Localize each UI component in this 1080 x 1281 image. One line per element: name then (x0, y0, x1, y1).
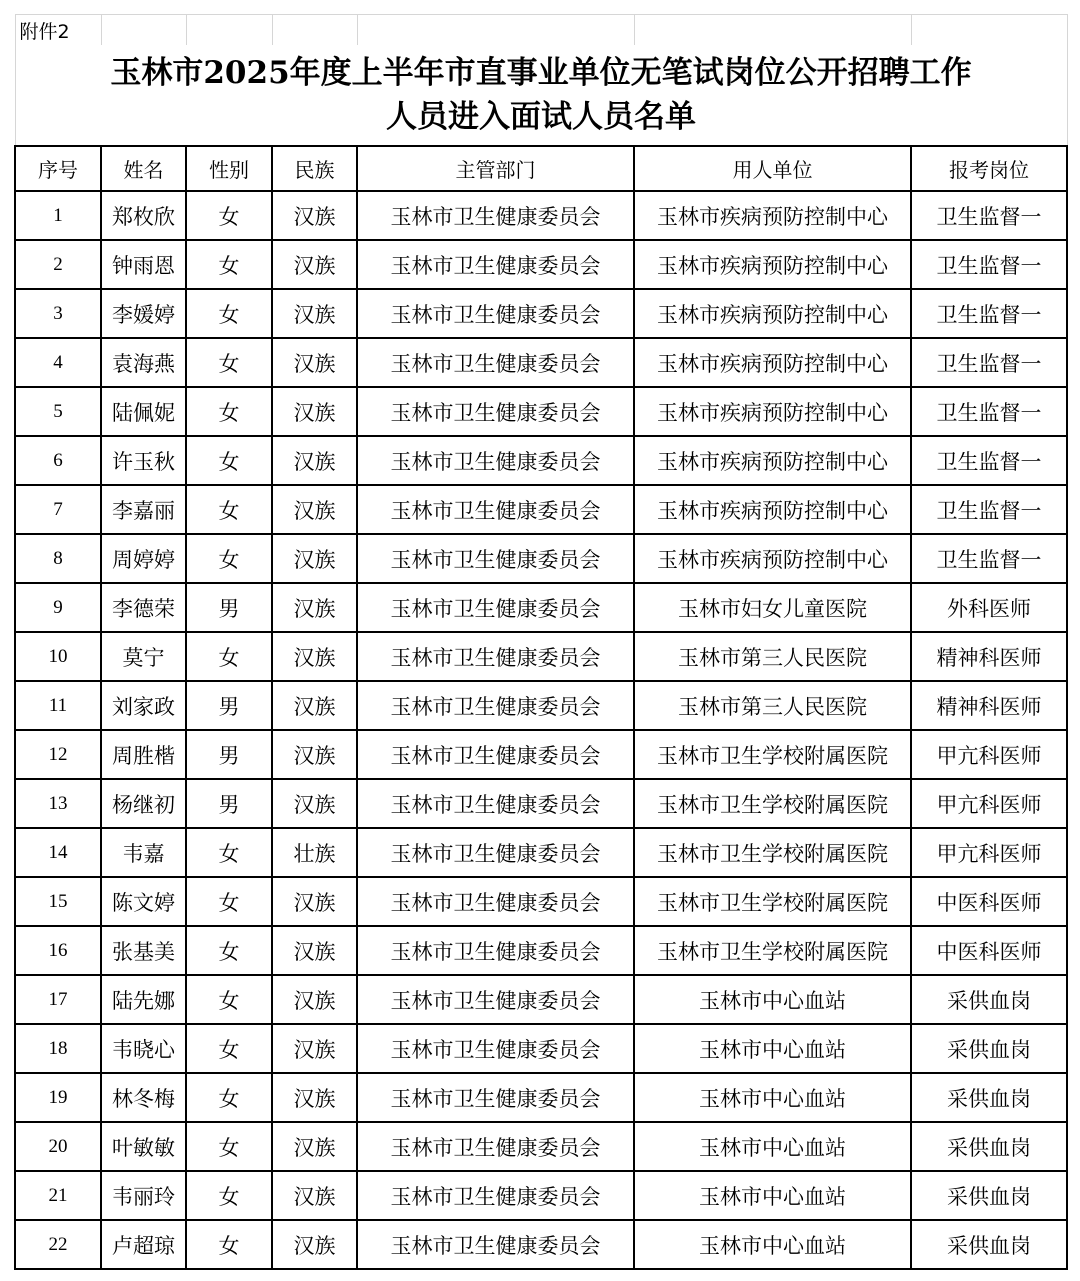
cell-unit: 玉林市卫生学校附属医院 (634, 926, 911, 975)
cell-no: 17 (15, 975, 101, 1024)
cell-post: 卫生监督一 (911, 338, 1067, 387)
cell-gender: 男 (186, 730, 272, 779)
cell-post: 采供血岗 (911, 1171, 1067, 1220)
cell-ethnicity: 汉族 (272, 289, 357, 338)
cell-no: 3 (15, 289, 101, 338)
column-header-name: 姓名 (101, 146, 186, 191)
cell-post: 甲亢科医师 (911, 828, 1067, 877)
cell-ethnicity: 汉族 (272, 632, 357, 681)
cell-ethnicity: 汉族 (272, 485, 357, 534)
cell-ethnicity: 汉族 (272, 926, 357, 975)
cell-name: 韦丽玲 (101, 1171, 186, 1220)
table-row (15, 240, 1067, 289)
table-row (15, 828, 1067, 877)
cell-name: 袁海燕 (101, 338, 186, 387)
cell-name: 杨继初 (101, 779, 186, 828)
cell-ethnicity: 汉族 (272, 975, 357, 1024)
cell-gender: 女 (186, 1024, 272, 1073)
cell-ethnicity: 壮族 (272, 828, 357, 877)
cell-unit: 玉林市中心血站 (634, 1220, 911, 1269)
cell-gender: 女 (186, 877, 272, 926)
empty-cell (634, 15, 911, 46)
cell-dept: 玉林市卫生健康委员会 (357, 1122, 634, 1171)
table-row (15, 485, 1067, 534)
cell-unit: 玉林市疾病预防控制中心 (634, 240, 911, 289)
cell-post: 中医科医师 (911, 926, 1067, 975)
attachment-label: 附件2 (15, 15, 101, 46)
cell-no: 7 (15, 485, 101, 534)
empty-cell (101, 15, 186, 46)
column-header-dept: 主管部门 (357, 146, 634, 191)
empty-cell (272, 15, 357, 46)
cell-name: 李德荣 (101, 583, 186, 632)
cell-unit: 玉林市中心血站 (634, 1024, 911, 1073)
cell-name: 叶敏敏 (101, 1122, 186, 1171)
cell-dept: 玉林市卫生健康委员会 (357, 289, 634, 338)
cell-gender: 女 (186, 926, 272, 975)
cell-dept: 玉林市卫生健康委员会 (357, 485, 634, 534)
cell-ethnicity: 汉族 (272, 681, 357, 730)
cell-no: 10 (15, 632, 101, 681)
cell-post: 卫生监督一 (911, 534, 1067, 583)
cell-name: 林冬梅 (101, 1073, 186, 1122)
cell-ethnicity: 汉族 (272, 240, 357, 289)
table-row (15, 1171, 1067, 1220)
table-row (15, 289, 1067, 338)
header-row (15, 146, 1067, 191)
cell-dept: 玉林市卫生健康委员会 (357, 730, 634, 779)
cell-unit: 玉林市中心血站 (634, 1073, 911, 1122)
empty-cell (357, 15, 634, 46)
cell-name: 张基美 (101, 926, 186, 975)
cell-ethnicity: 汉族 (272, 191, 357, 240)
cell-dept: 玉林市卫生健康委员会 (357, 632, 634, 681)
table-row (15, 1024, 1067, 1073)
document-title (15, 45, 1067, 146)
cell-name: 韦嘉 (101, 828, 186, 877)
cell-no: 1 (15, 191, 101, 240)
cell-ethnicity: 汉族 (272, 1073, 357, 1122)
cell-no: 19 (15, 1073, 101, 1122)
table-row (15, 926, 1067, 975)
table-row (15, 338, 1067, 387)
cell-gender: 女 (186, 191, 272, 240)
cell-name: 郑枚欣 (101, 191, 186, 240)
table-row (15, 1220, 1067, 1269)
cell-gender: 女 (186, 387, 272, 436)
cell-no: 8 (15, 534, 101, 583)
cell-name: 周胜楷 (101, 730, 186, 779)
column-header-post: 报考岗位 (911, 146, 1067, 191)
cell-gender: 男 (186, 779, 272, 828)
cell-no: 4 (15, 338, 101, 387)
table-row (15, 632, 1067, 681)
table-row (15, 1073, 1067, 1122)
cell-post: 卫生监督一 (911, 289, 1067, 338)
column-header-ethnicity: 民族 (272, 146, 357, 191)
cell-dept: 玉林市卫生健康委员会 (357, 681, 634, 730)
title-row (15, 45, 1067, 146)
cell-no: 22 (15, 1220, 101, 1269)
cell-post: 卫生监督一 (911, 191, 1067, 240)
cell-name: 陆先娜 (101, 975, 186, 1024)
table-row (15, 583, 1067, 632)
cell-post: 采供血岗 (911, 1073, 1067, 1122)
cell-post: 卫生监督一 (911, 240, 1067, 289)
cell-ethnicity: 汉族 (272, 1122, 357, 1171)
column-header-gender: 性别 (186, 146, 272, 191)
cell-dept: 玉林市卫生健康委员会 (357, 975, 634, 1024)
table-row (15, 387, 1067, 436)
cell-dept: 玉林市卫生健康委员会 (357, 877, 634, 926)
cell-gender: 女 (186, 289, 272, 338)
cell-unit: 玉林市疾病预防控制中心 (634, 289, 911, 338)
cell-gender: 男 (186, 583, 272, 632)
cell-unit: 玉林市疾病预防控制中心 (634, 534, 911, 583)
cell-ethnicity: 汉族 (272, 534, 357, 583)
cell-ethnicity: 汉族 (272, 1220, 357, 1269)
cell-post: 甲亢科医师 (911, 730, 1067, 779)
cell-dept: 玉林市卫生健康委员会 (357, 191, 634, 240)
cell-gender: 女 (186, 534, 272, 583)
cell-dept: 玉林市卫生健康委员会 (357, 583, 634, 632)
table-row (15, 877, 1067, 926)
cell-no: 5 (15, 387, 101, 436)
cell-gender: 女 (186, 828, 272, 877)
cell-no: 15 (15, 877, 101, 926)
column-header-no: 序号 (15, 146, 101, 191)
cell-ethnicity: 汉族 (272, 338, 357, 387)
cell-no: 12 (15, 730, 101, 779)
cell-ethnicity: 汉族 (272, 436, 357, 485)
cell-name: 陈文婷 (101, 877, 186, 926)
cell-ethnicity: 汉族 (272, 779, 357, 828)
cell-post: 精神科医师 (911, 681, 1067, 730)
title-line-2: 人员进入面试人员名单 (386, 99, 696, 135)
cell-unit: 玉林市中心血站 (634, 1122, 911, 1171)
cell-unit: 玉林市疾病预防控制中心 (634, 436, 911, 485)
cell-post: 采供血岗 (911, 1220, 1067, 1269)
cell-gender: 女 (186, 338, 272, 387)
cell-ethnicity: 汉族 (272, 730, 357, 779)
cell-ethnicity: 汉族 (272, 583, 357, 632)
cell-name: 许玉秋 (101, 436, 186, 485)
cell-gender: 女 (186, 975, 272, 1024)
cell-post: 中医科医师 (911, 877, 1067, 926)
table-row (15, 1122, 1067, 1171)
cell-dept: 玉林市卫生健康委员会 (357, 338, 634, 387)
cell-no: 20 (15, 1122, 101, 1171)
cell-name: 莫宁 (101, 632, 186, 681)
attachment-row (15, 15, 1067, 46)
cell-no: 21 (15, 1171, 101, 1220)
cell-unit: 玉林市疾病预防控制中心 (634, 191, 911, 240)
cell-name: 卢超琼 (101, 1220, 186, 1269)
cell-dept: 玉林市卫生健康委员会 (357, 779, 634, 828)
table-row (15, 681, 1067, 730)
cell-dept: 玉林市卫生健康委员会 (357, 828, 634, 877)
cell-gender: 女 (186, 240, 272, 289)
table-row (15, 436, 1067, 485)
cell-dept: 玉林市卫生健康委员会 (357, 387, 634, 436)
cell-unit: 玉林市疾病预防控制中心 (634, 338, 911, 387)
cell-name: 韦晓心 (101, 1024, 186, 1073)
cell-dept: 玉林市卫生健康委员会 (357, 436, 634, 485)
table-row (15, 191, 1067, 240)
cell-post: 卫生监督一 (911, 387, 1067, 436)
cell-unit: 玉林市中心血站 (634, 1171, 911, 1220)
cell-name: 钟雨恩 (101, 240, 186, 289)
cell-name: 陆佩妮 (101, 387, 186, 436)
cell-unit: 玉林市疾病预防控制中心 (634, 485, 911, 534)
cell-unit: 玉林市卫生学校附属医院 (634, 779, 911, 828)
cell-no: 6 (15, 436, 101, 485)
cell-unit: 玉林市第三人民医院 (634, 632, 911, 681)
cell-dept: 玉林市卫生健康委员会 (357, 1073, 634, 1122)
cell-gender: 女 (186, 1073, 272, 1122)
cell-dept: 玉林市卫生健康委员会 (357, 534, 634, 583)
cell-dept: 玉林市卫生健康委员会 (357, 1024, 634, 1073)
cell-name: 李嘉丽 (101, 485, 186, 534)
cell-post: 采供血岗 (911, 1122, 1067, 1171)
cell-dept: 玉林市卫生健康委员会 (357, 926, 634, 975)
table-row (15, 730, 1067, 779)
cell-post: 外科医师 (911, 583, 1067, 632)
cell-gender: 女 (186, 436, 272, 485)
cell-unit: 玉林市卫生学校附属医院 (634, 828, 911, 877)
cell-no: 13 (15, 779, 101, 828)
empty-cell (186, 15, 272, 46)
cell-ethnicity: 汉族 (272, 1171, 357, 1220)
cell-dept: 玉林市卫生健康委员会 (357, 1171, 634, 1220)
cell-gender: 女 (186, 485, 272, 534)
cell-post: 采供血岗 (911, 1024, 1067, 1073)
cell-post: 精神科医师 (911, 632, 1067, 681)
cell-unit: 玉林市第三人民医院 (634, 681, 911, 730)
cell-no: 16 (15, 926, 101, 975)
cell-gender: 男 (186, 681, 272, 730)
cell-name: 周婷婷 (101, 534, 186, 583)
cell-dept: 玉林市卫生健康委员会 (357, 1220, 634, 1269)
cell-ethnicity: 汉族 (272, 1024, 357, 1073)
table-row (15, 779, 1067, 828)
cell-gender: 女 (186, 1122, 272, 1171)
empty-cell (911, 15, 1067, 46)
cell-post: 采供血岗 (911, 975, 1067, 1024)
cell-name: 刘家政 (101, 681, 186, 730)
cell-unit: 玉林市妇女儿童医院 (634, 583, 911, 632)
cell-no: 18 (15, 1024, 101, 1073)
cell-no: 2 (15, 240, 101, 289)
interview-roster-table (14, 14, 1068, 1270)
cell-gender: 女 (186, 632, 272, 681)
cell-post: 卫生监督一 (911, 436, 1067, 485)
title-line-1: 玉林市2025年度上半年市直事业单位无笔试岗位公开招聘工作 (110, 55, 972, 91)
cell-dept: 玉林市卫生健康委员会 (357, 240, 634, 289)
cell-gender: 女 (186, 1171, 272, 1220)
table-row (15, 975, 1067, 1024)
cell-post: 甲亢科医师 (911, 779, 1067, 828)
cell-gender: 女 (186, 1220, 272, 1269)
cell-unit: 玉林市卫生学校附属医院 (634, 877, 911, 926)
cell-ethnicity: 汉族 (272, 877, 357, 926)
cell-unit: 玉林市疾病预防控制中心 (634, 387, 911, 436)
cell-ethnicity: 汉族 (272, 387, 357, 436)
cell-post: 卫生监督一 (911, 485, 1067, 534)
table-row (15, 534, 1067, 583)
cell-no: 9 (15, 583, 101, 632)
cell-unit: 玉林市卫生学校附属医院 (634, 730, 911, 779)
column-header-unit: 用人单位 (634, 146, 911, 191)
cell-name: 李媛婷 (101, 289, 186, 338)
cell-unit: 玉林市中心血站 (634, 975, 911, 1024)
cell-no: 11 (15, 681, 101, 730)
cell-no: 14 (15, 828, 101, 877)
roster-sheet (14, 14, 1066, 1270)
